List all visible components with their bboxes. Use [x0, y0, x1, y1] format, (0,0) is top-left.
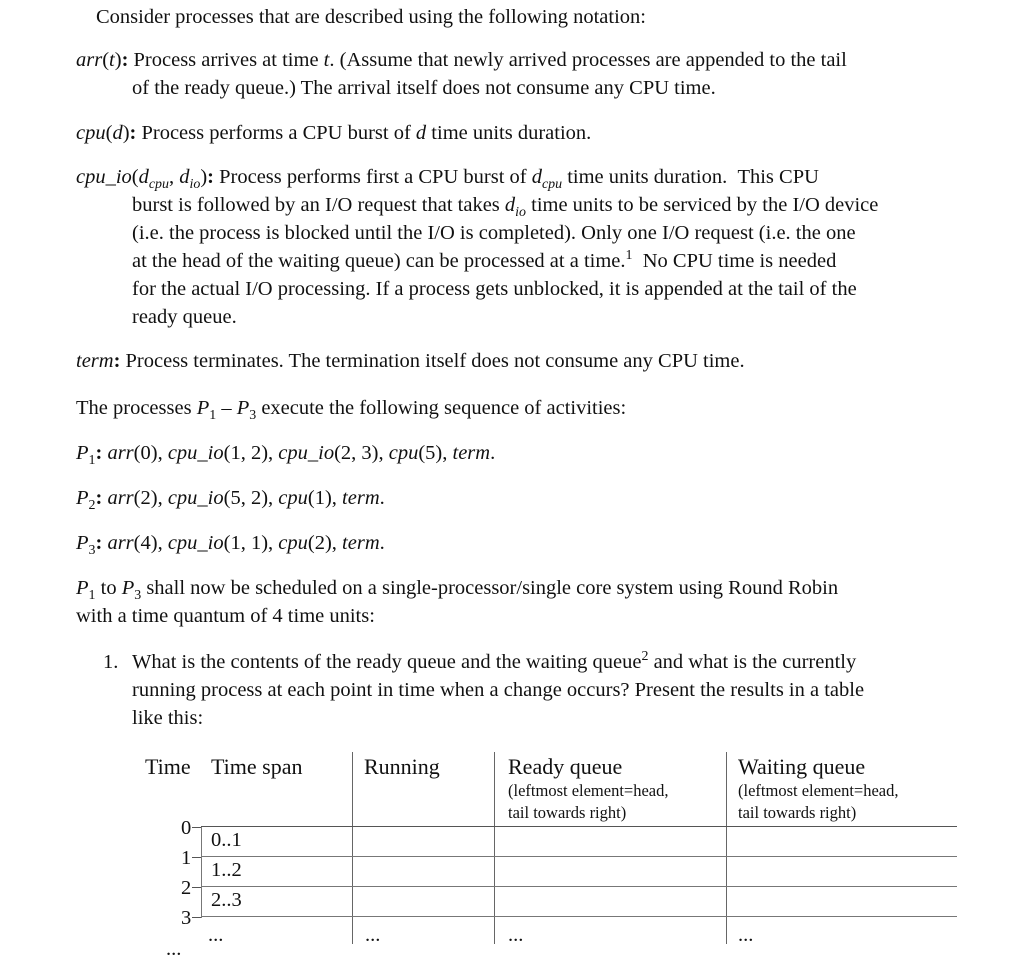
- time-tick-label: 0: [181, 817, 192, 839]
- time-span-cell: 2..3: [211, 889, 242, 911]
- time-span-cell: 1..2: [211, 859, 242, 881]
- ellipsis: ...: [508, 924, 524, 946]
- question-line2: running process at each point in time when a change occurs? Present the results in a table: [132, 679, 865, 701]
- def-arr: arr(t): Process arrives at time t. (Assume that newly arrived processes are appended to the tail: [76, 49, 847, 71]
- sequence-intro: The processes $P_1 - P_3$ execute the following sequence of activities:: [76, 397, 627, 424]
- time-tick-label: 2: [181, 877, 192, 899]
- header-running: Running: [364, 754, 440, 779]
- ready-queue-note: (leftmost element=head, tail towards right): [508, 781, 669, 823]
- header-waiting-queue: Waiting queue: [738, 754, 866, 779]
- schedule-line2: with a time quantum of 4 time units:: [76, 605, 375, 627]
- table-row-rule: [201, 856, 957, 857]
- time-tick-label: 3: [181, 907, 192, 929]
- question-number: 1.: [103, 651, 119, 673]
- table-header-rule: [201, 826, 957, 827]
- waiting-queue-note: (leftmost element=head, tail towards right): [738, 781, 899, 823]
- header-time-span: Time span: [211, 754, 303, 779]
- def-cpu-io-line3: (i.e. the process is blocked until the I/O is completed). Only one I/O request (i.e. the one: [132, 222, 856, 244]
- def-cpu: cpu(d): Process performs a CPU burst of d time units duration.: [76, 122, 592, 144]
- time-axis: [201, 827, 202, 918]
- intro-text: Consider processes that are described using the following notation:: [96, 6, 646, 28]
- question-line1: What is the contents of the ready queue and the waiting queue$^2$ and what is the currently: [132, 649, 857, 673]
- def-cpu-io: $cpu\_io(d_{cpu}$, $d_{io}$): Process performs first a CPU burst of $d_{cpu}$ time units duration. This CPU: [76, 166, 819, 193]
- def-term: term: Process terminates. The termination itself does not consume any CPU time.: [76, 350, 745, 372]
- table-row-rule: [201, 886, 957, 887]
- header-ready-queue: Ready queue: [508, 754, 623, 779]
- question-line3: like this:: [132, 707, 204, 729]
- table-row-rule: [201, 916, 957, 917]
- schedule-line1: $P_1$ to $P_3$ shall now be scheduled on a single-processor/single core system using Round Robin: [76, 577, 839, 604]
- def-cpu-io-line2: burst is followed by an I/O request that takes $d_{io}$ time units to be serviced by the I/O device: [132, 194, 879, 221]
- time-tick-label: 1: [181, 847, 192, 869]
- header-time: Time: [145, 754, 191, 779]
- def-cpu-io-line4: at the head of the waiting queue) can be processed at a time.$^1$ No CPU time is needed: [132, 248, 837, 272]
- process-p1: $P_1$: arr(0), cpu_io(1, 2), cpu_io(2, 3), cpu(5), term.: [76, 442, 496, 469]
- time-span-cell: 0..1: [211, 829, 242, 851]
- process-p3: $P_3$: arr(4), cpu_io(1, 1), cpu(2), term.: [76, 532, 385, 559]
- ellipsis: ...: [166, 938, 182, 960]
- ellipsis: ...: [738, 924, 754, 946]
- ellipsis: ...: [365, 924, 381, 946]
- def-cpu-io-line5: for the actual I/O processing. If a process gets unblocked, it is appended at the tail of the: [132, 278, 857, 300]
- ellipsis: ...: [208, 924, 224, 946]
- def-arr-line2: of the ready queue.) The arrival itself does not consume any CPU time.: [132, 77, 716, 99]
- process-p2: $P_2$: arr(2), cpu_io(5, 2), cpu(1), term.: [76, 487, 385, 514]
- def-cpu-io-line6: ready queue.: [132, 306, 237, 328]
